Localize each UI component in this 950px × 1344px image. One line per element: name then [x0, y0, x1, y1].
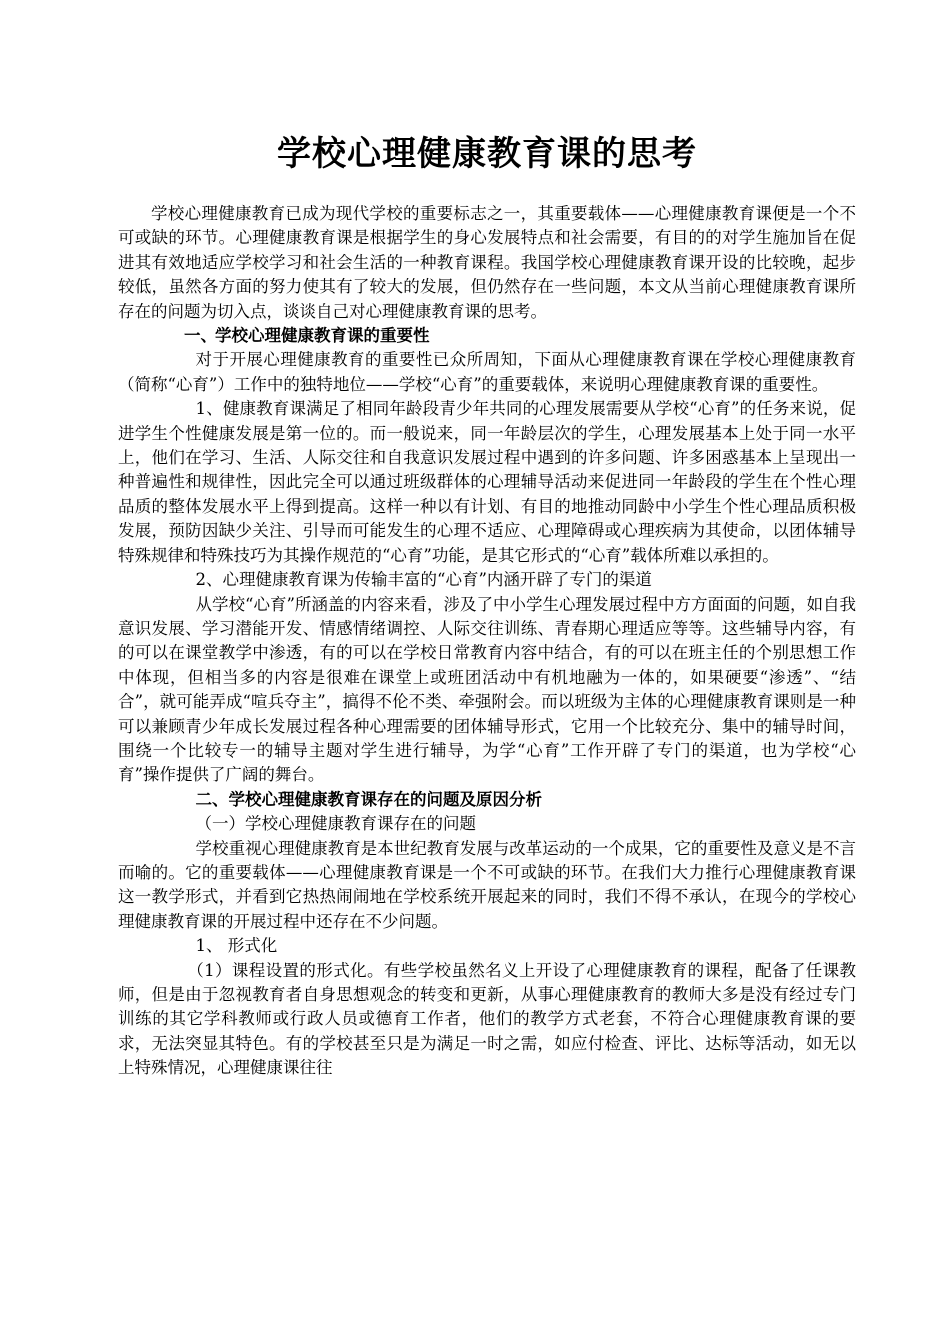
- section-2-item-1-1: （1）课程设置的形式化。有些学校虽然名义上开设了心理健康教育的课程，配备了任课教师，但是由于忽视教育者自身思想观念的转变和更新，从事心理健康教育的教师大多是没有经过专门训练的其它学科教师或行政人员或德育工作者，他们的教学方式老套，不符合心理健康教育课的要求，无法突显其特色。有的学校甚至只是为满足一时之需，如应付检查、评比、达标等活动，如无以上特殊情况，心理健康课往往: [118, 960, 856, 1078]
- document-page: [118, 128, 856, 1081]
- section-2-subheading-1: （一）学校心理健康教育课存在的问题: [195, 814, 477, 834]
- section-1-point-1: 1、健康教育课满足了相同年龄段青少年共同的心理发展需要从学校“心育”的任务来说，促进学生个性健康发展是第一位的。而一般说来，同一年龄层次的学生，心理发展基本上处于同一水平上，他们在学习、生活、人际交往和自我意识发展过程中遇到的许多问题、许多困惑基本上呈现出一种普遍性和规律性，因此完全可以通过班级群体的心理辅导活动来促进同一年龄段的学生在个性心理品质的整体发展水平上得到提高。这样一种以有计划、有目的地推动同龄中小学生个性心理品质积极发展，预防因缺少关注、引导而可能发生的心理不适应、心理障碍或心理疾病为其使命，以团体辅导特殊规律和特殊技巧为其操作规范的“心育”功能，是其它形式的“心育”载体所难以承担的。: [118, 399, 856, 565]
- section-2-item-1: 1、 形式化: [195, 936, 278, 956]
- document-title: 学校心理健康教育课的思考: [277, 134, 697, 174]
- section-1-heading: [118, 324, 856, 348]
- section-1-point-2-title: 2、心理健康教育课为传输丰富的“心育”内涵开辟了专门的渠道: [195, 570, 652, 590]
- section-1-number: 一、: [184, 326, 217, 346]
- section-1-title: 学校心理健康教育课的重要性: [215, 326, 430, 346]
- section-1-point-2-body: 从学校“心育”所涵盖的内容来看，涉及了中小学生心理发展过程中方方面面的问题，如自我意识发展、学习潜能开发、情感情绪调控、人际交往训练、青春期心理适应等等。这些辅导内容，有的可以在课堂教学中渗透，有的可以在学校日常教育内容中结合，有的可以在班主任的个别思想工作中体现，但相当多的内容是很难在课堂上或班团活动中有机地融为一体的，如果硬要“渗透”、“结合”，就可能弄成“喧兵夺主”，搞得不伦不类、牵强附会。而以班级为主体的心理健康教育课则是一种可以兼顾青少年成长发展过程各种心理需要的团体辅导形式，它用一个比较充分、集中的辅导时间，围绕一个比较专一的辅导主题对学生进行辅导，为学“心育”工作开辟了专门的渠道，也为学校“心育”操作提供了广阔的舞台。: [118, 594, 856, 785]
- section-2-sub-1-body: 学校重视心理健康教育是本世纪教育发展与改革运动的一个成果，它的重要性及意义是不言而喻的。它的重要载体——心理健康教育课是一个不可或缺的环节。在我们大力推行心理健康教育课这一教学形式，并看到它热热闹闹地在学校系统开展起来的同时，我们不得不承认，在现今的学校心理健康教育课的开展过程中还存在不少问题。: [118, 838, 856, 931]
- section-1-intro: 对于开展心理健康教育的重要性已众所周知，下面从心理健康教育课在学校心理健康教育（简称“心育”）工作中的独特地位——学校“心育”的重要载体，来说明心理健康教育课的重要性。: [118, 350, 856, 394]
- section-2-heading: 二、学校心理健康教育课存在的问题及原因分析: [195, 789, 543, 809]
- intro-paragraph: 学校心理健康教育已成为现代学校的重要标志之一，其重要载体——心理健康教育课便是一个不可或缺的环节。心理健康教育课是根据学生的身心发展特点和社会需要，有目的的对学生施加旨在促进其有效地适应学校学习和社会生活的一种教育课程。我国学校心理健康教育课开设的比较晚，起步较低，虽然各方面的努力使其有了较大的发展，但仍然存在一些问题，本文从当前心理健康教育课所存在的问题为切入点，谈谈自己对心理健康教育课的思考。: [118, 204, 856, 321]
